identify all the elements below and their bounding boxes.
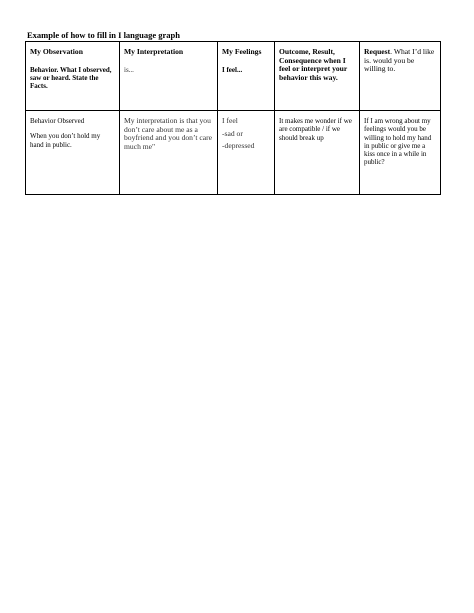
table-header-row bbox=[26, 42, 441, 111]
header-outcome-cell bbox=[275, 42, 360, 111]
header-feelings-title: My Feelings bbox=[222, 47, 262, 56]
header-feelings-sub: I feel... bbox=[222, 65, 243, 74]
row-interpretation-text: My interpretation is that you don’t care about me as a boyfriend and you don’t care much me" bbox=[124, 116, 213, 151]
row-observation-label: Behavior Observed bbox=[30, 117, 85, 125]
row-feelings-line3: -depressed bbox=[222, 141, 255, 151]
row-feelings-line1: I feel bbox=[222, 116, 238, 125]
table-row bbox=[26, 111, 441, 195]
row-interpretation-cell bbox=[120, 111, 218, 195]
page-title: Example of how to fill in I language graph bbox=[27, 30, 181, 40]
i-language-table bbox=[25, 41, 441, 195]
row-feelings-cell bbox=[218, 111, 275, 195]
header-outcome-title: Outcome, Result, Consequence when I feel or interpret your behavior this way. bbox=[279, 47, 348, 82]
header-request-text bbox=[364, 48, 436, 74]
header-observation-cell bbox=[26, 42, 120, 111]
header-feelings-cell bbox=[218, 42, 275, 111]
header-interpretation-sub: is... bbox=[124, 65, 134, 74]
row-outcome-text: It makes me wonder if we are compatible / if we should break up bbox=[279, 117, 352, 142]
header-request-title: Request bbox=[364, 47, 391, 56]
header-request-cell bbox=[360, 42, 441, 111]
row-request-text: If I am wrong about my feelings would you be willing to hold my hand in public or give me a kiss once in a while in public? bbox=[364, 117, 432, 167]
row-observation-cell bbox=[26, 111, 120, 195]
header-observation-title: My Observation bbox=[30, 47, 83, 56]
row-observation-text: When you don’t hold my hand in public. bbox=[30, 132, 101, 149]
header-interpretation-cell bbox=[120, 42, 218, 111]
row-request-cell bbox=[360, 111, 441, 195]
header-observation-sub: Behavior. What I observed, saw or heard. State the Facts. bbox=[30, 65, 112, 90]
header-interpretation-title: My Interpretation bbox=[124, 47, 184, 56]
row-outcome-cell bbox=[275, 111, 360, 195]
row-feelings-line2: -sad or bbox=[222, 128, 243, 138]
header-request-tail: . What I’d like is. would you be willing to. bbox=[364, 47, 435, 74]
